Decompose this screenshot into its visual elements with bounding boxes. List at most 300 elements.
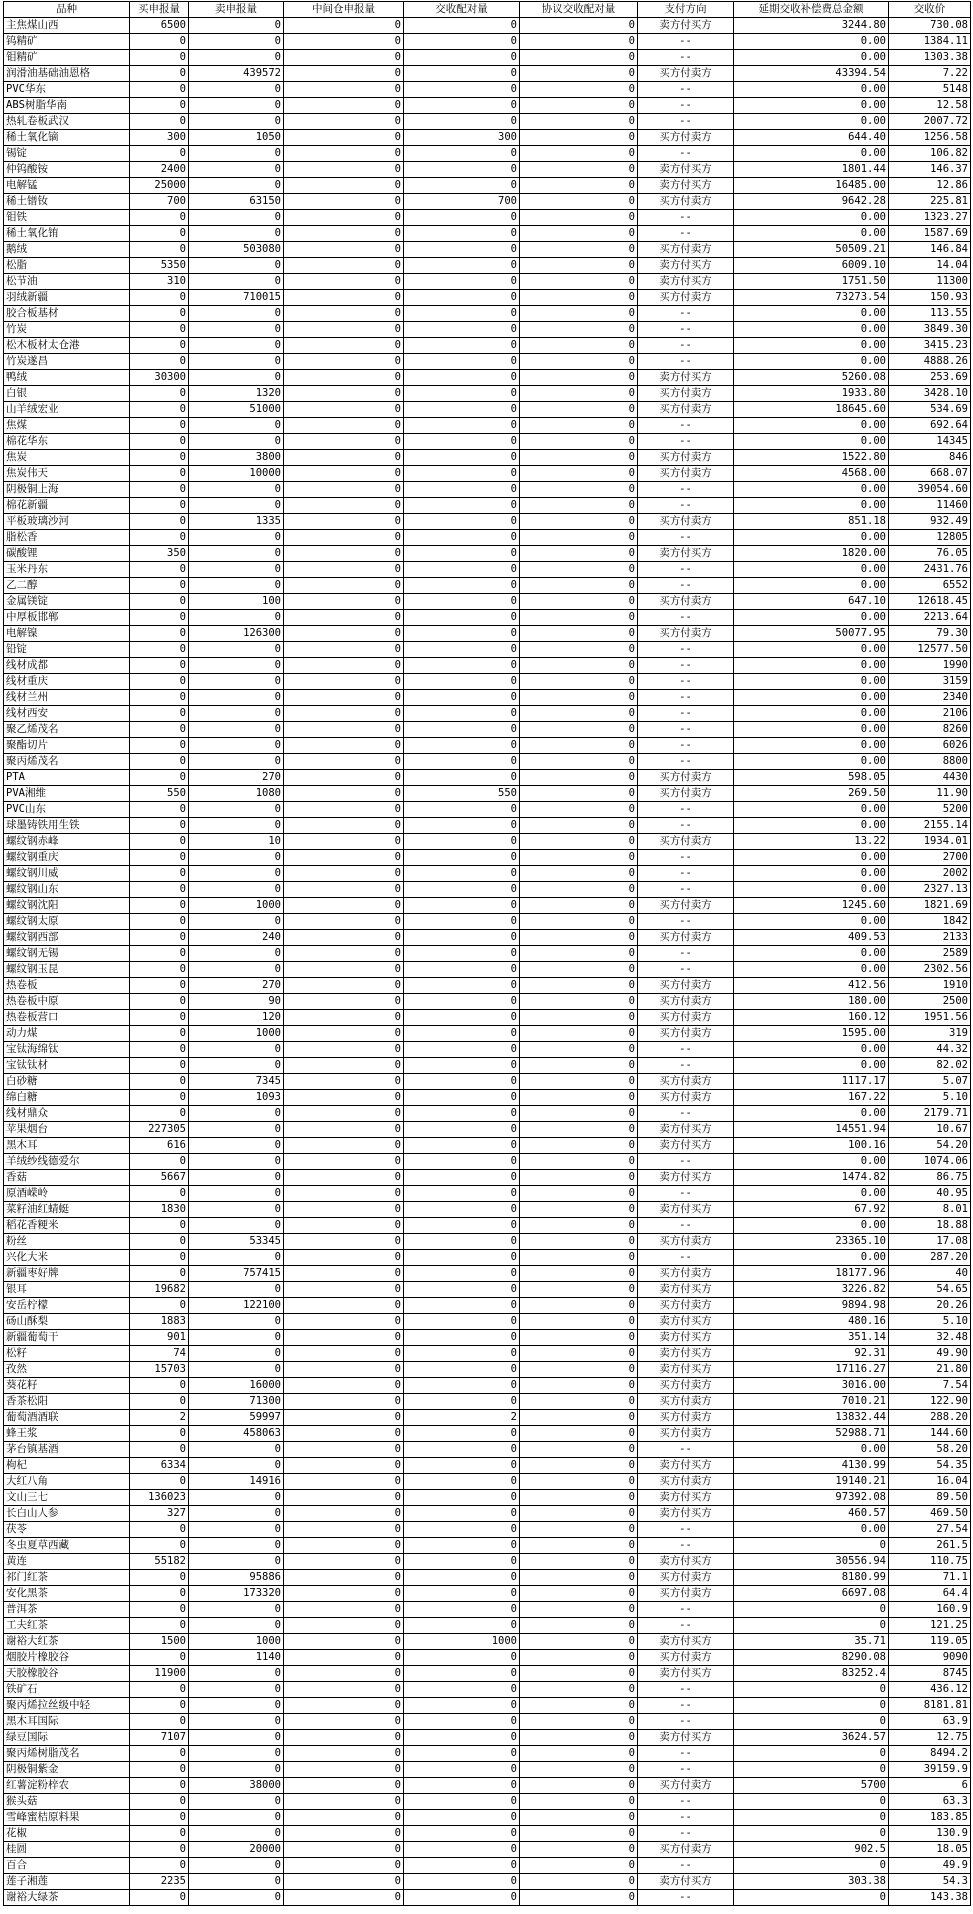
cell-match-qty: 0 bbox=[404, 610, 520, 626]
cell-compensation: 0.00 bbox=[734, 850, 889, 866]
cell-pay-direction: -- bbox=[638, 338, 734, 354]
cell-pay-direction: 卖方付买方 bbox=[638, 1314, 734, 1330]
cell-agreement-qty: 0 bbox=[520, 66, 638, 82]
cell-buy-qty: 0 bbox=[130, 850, 189, 866]
cell-middle-qty: 0 bbox=[284, 146, 404, 162]
cell-compensation: 8290.08 bbox=[734, 1650, 889, 1666]
cell-variety: 长白山人参 bbox=[4, 1506, 130, 1522]
cell-price: 12618.45 bbox=[889, 594, 971, 610]
cell-price: 122.90 bbox=[889, 1394, 971, 1410]
cell-price: 6026 bbox=[889, 738, 971, 754]
cell-sell-qty: 503080 bbox=[189, 242, 284, 258]
cell-compensation: 0.00 bbox=[734, 338, 889, 354]
cell-middle-qty: 0 bbox=[284, 162, 404, 178]
cell-buy-qty: 0 bbox=[130, 818, 189, 834]
cell-pay-direction: 卖方付买方 bbox=[638, 1634, 734, 1650]
cell-price: 1384.11 bbox=[889, 34, 971, 50]
cell-buy-qty: 2 bbox=[130, 1410, 189, 1426]
cell-compensation: 1595.00 bbox=[734, 1026, 889, 1042]
table-row bbox=[4, 1410, 971, 1426]
table-row bbox=[4, 1218, 971, 1234]
table-row bbox=[4, 1874, 971, 1890]
table-row bbox=[4, 50, 971, 66]
cell-match-qty: 0 bbox=[404, 370, 520, 386]
cell-price: 1990 bbox=[889, 658, 971, 674]
cell-agreement-qty: 0 bbox=[520, 914, 638, 930]
cell-sell-qty: 0 bbox=[189, 1490, 284, 1506]
cell-buy-qty: 0 bbox=[130, 1074, 189, 1090]
cell-sell-qty: 0 bbox=[189, 34, 284, 50]
cell-pay-direction: -- bbox=[638, 1890, 734, 1906]
cell-agreement-qty: 0 bbox=[520, 466, 638, 482]
cell-sell-qty: 0 bbox=[189, 306, 284, 322]
cell-sell-qty: 0 bbox=[189, 802, 284, 818]
cell-variety: 螺纹钢川威 bbox=[4, 866, 130, 882]
cell-buy-qty: 0 bbox=[130, 1378, 189, 1394]
cell-price: 160.9 bbox=[889, 1602, 971, 1618]
cell-price: 1951.56 bbox=[889, 1010, 971, 1026]
cell-variety: 竹炭 bbox=[4, 322, 130, 338]
table-row bbox=[4, 578, 971, 594]
cell-middle-qty: 0 bbox=[284, 1138, 404, 1154]
cell-compensation: 1245.60 bbox=[734, 898, 889, 914]
cell-compensation: 480.16 bbox=[734, 1314, 889, 1330]
cell-compensation: 0.00 bbox=[734, 882, 889, 898]
cell-sell-qty: 0 bbox=[189, 562, 284, 578]
cell-pay-direction: -- bbox=[638, 610, 734, 626]
cell-agreement-qty: 0 bbox=[520, 722, 638, 738]
cell-pay-direction: 买方付卖方 bbox=[638, 386, 734, 402]
cell-match-qty: 0 bbox=[404, 338, 520, 354]
cell-compensation: 50077.95 bbox=[734, 626, 889, 642]
cell-agreement-qty: 0 bbox=[520, 850, 638, 866]
cell-variety: 竹炭遂昌 bbox=[4, 354, 130, 370]
cell-variety: 铅锭 bbox=[4, 642, 130, 658]
cell-sell-qty: 1050 bbox=[189, 130, 284, 146]
cell-buy-qty: 0 bbox=[130, 1794, 189, 1810]
header-row bbox=[4, 2, 971, 18]
cell-middle-qty: 0 bbox=[284, 258, 404, 274]
cell-sell-qty: 0 bbox=[189, 1730, 284, 1746]
cell-pay-direction: 买方付卖方 bbox=[638, 1010, 734, 1026]
table-row bbox=[4, 1458, 971, 1474]
cell-pay-direction: -- bbox=[638, 210, 734, 226]
cell-middle-qty: 0 bbox=[284, 610, 404, 626]
cell-buy-qty: 1883 bbox=[130, 1314, 189, 1330]
table-row bbox=[4, 1154, 971, 1170]
cell-middle-qty: 0 bbox=[284, 706, 404, 722]
cell-sell-qty: 0 bbox=[189, 482, 284, 498]
cell-price: 1256.58 bbox=[889, 130, 971, 146]
cell-buy-qty: 0 bbox=[130, 754, 189, 770]
table-row bbox=[4, 1186, 971, 1202]
cell-price: 2500 bbox=[889, 994, 971, 1010]
cell-variety: 中厚板邯郸 bbox=[4, 610, 130, 626]
cell-match-qty: 0 bbox=[404, 1794, 520, 1810]
cell-compensation: 3016.00 bbox=[734, 1378, 889, 1394]
cell-middle-qty: 0 bbox=[284, 626, 404, 642]
cell-compensation: 0.00 bbox=[734, 802, 889, 818]
cell-middle-qty: 0 bbox=[284, 1890, 404, 1906]
cell-pay-direction: -- bbox=[638, 866, 734, 882]
cell-middle-qty: 0 bbox=[284, 850, 404, 866]
table-row bbox=[4, 1634, 971, 1650]
cell-match-qty: 0 bbox=[404, 1682, 520, 1698]
cell-middle-qty: 0 bbox=[284, 754, 404, 770]
cell-buy-qty: 0 bbox=[130, 402, 189, 418]
cell-compensation: 6009.10 bbox=[734, 258, 889, 274]
cell-price: 18.88 bbox=[889, 1218, 971, 1234]
cell-middle-qty: 0 bbox=[284, 1490, 404, 1506]
cell-match-qty: 0 bbox=[404, 1778, 520, 1794]
cell-compensation: 0 bbox=[734, 1826, 889, 1842]
cell-sell-qty: 0 bbox=[189, 210, 284, 226]
cell-pay-direction: 买方付卖方 bbox=[638, 66, 734, 82]
cell-middle-qty: 0 bbox=[284, 450, 404, 466]
cell-middle-qty: 0 bbox=[284, 354, 404, 370]
cell-sell-qty: 0 bbox=[189, 1506, 284, 1522]
cell-compensation: 0 bbox=[734, 1698, 889, 1714]
cell-price: 39054.60 bbox=[889, 482, 971, 498]
cell-buy-qty: 0 bbox=[130, 882, 189, 898]
cell-price: 130.9 bbox=[889, 1826, 971, 1842]
cell-match-qty: 0 bbox=[404, 1074, 520, 1090]
cell-pay-direction: -- bbox=[638, 434, 734, 450]
cell-variety: 线材西安 bbox=[4, 706, 130, 722]
cell-pay-direction: 买方付卖方 bbox=[638, 1090, 734, 1106]
cell-price: 40 bbox=[889, 1266, 971, 1282]
cell-sell-qty: 0 bbox=[189, 1458, 284, 1474]
table-row bbox=[4, 194, 971, 210]
cell-agreement-qty: 0 bbox=[520, 482, 638, 498]
cell-middle-qty: 0 bbox=[284, 642, 404, 658]
cell-price: 2133 bbox=[889, 930, 971, 946]
cell-agreement-qty: 0 bbox=[520, 50, 638, 66]
cell-sell-qty: 51000 bbox=[189, 402, 284, 418]
cell-price: 7.54 bbox=[889, 1378, 971, 1394]
cell-price: 63.9 bbox=[889, 1714, 971, 1730]
cell-agreement-qty: 0 bbox=[520, 210, 638, 226]
cell-pay-direction: 买方付卖方 bbox=[638, 1298, 734, 1314]
cell-match-qty: 0 bbox=[404, 1106, 520, 1122]
table-row bbox=[4, 658, 971, 674]
cell-buy-qty: 0 bbox=[130, 82, 189, 98]
cell-middle-qty: 0 bbox=[284, 1746, 404, 1762]
cell-pay-direction: -- bbox=[638, 1106, 734, 1122]
cell-compensation: 180.00 bbox=[734, 994, 889, 1010]
cell-middle-qty: 0 bbox=[284, 914, 404, 930]
cell-variety: 白银 bbox=[4, 386, 130, 402]
table-row bbox=[4, 66, 971, 82]
cell-agreement-qty: 0 bbox=[520, 162, 638, 178]
cell-pay-direction: -- bbox=[638, 1714, 734, 1730]
cell-compensation: 1117.17 bbox=[734, 1074, 889, 1090]
cell-match-qty: 0 bbox=[404, 578, 520, 594]
table-row bbox=[4, 306, 971, 322]
cell-sell-qty: 0 bbox=[189, 1122, 284, 1138]
table-row bbox=[4, 1138, 971, 1154]
cell-sell-qty: 0 bbox=[189, 914, 284, 930]
cell-buy-qty: 0 bbox=[130, 1090, 189, 1106]
cell-compensation: 52988.71 bbox=[734, 1426, 889, 1442]
cell-match-qty: 0 bbox=[404, 114, 520, 130]
cell-pay-direction: -- bbox=[638, 962, 734, 978]
cell-price: 2327.13 bbox=[889, 882, 971, 898]
cell-sell-qty: 95886 bbox=[189, 1570, 284, 1586]
cell-buy-qty: 0 bbox=[130, 898, 189, 914]
cell-agreement-qty: 0 bbox=[520, 370, 638, 386]
cell-agreement-qty: 0 bbox=[520, 1746, 638, 1762]
cell-match-qty: 0 bbox=[404, 1522, 520, 1538]
cell-agreement-qty: 0 bbox=[520, 242, 638, 258]
cell-agreement-qty: 0 bbox=[520, 866, 638, 882]
cell-agreement-qty: 0 bbox=[520, 338, 638, 354]
cell-agreement-qty: 0 bbox=[520, 1714, 638, 1730]
cell-compensation: 0.00 bbox=[734, 818, 889, 834]
table-row bbox=[4, 786, 971, 802]
cell-pay-direction: -- bbox=[638, 578, 734, 594]
cell-agreement-qty: 0 bbox=[520, 1410, 638, 1426]
cell-pay-direction: -- bbox=[638, 306, 734, 322]
table-row bbox=[4, 1330, 971, 1346]
cell-middle-qty: 0 bbox=[284, 1394, 404, 1410]
cell-agreement-qty: 0 bbox=[520, 18, 638, 34]
cell-pay-direction: 卖方付买方 bbox=[638, 1170, 734, 1186]
cell-variety: 香茶松阳 bbox=[4, 1394, 130, 1410]
table-row bbox=[4, 962, 971, 978]
cell-match-qty: 0 bbox=[404, 1554, 520, 1570]
cell-buy-qty: 30300 bbox=[130, 370, 189, 386]
cell-agreement-qty: 0 bbox=[520, 1490, 638, 1506]
cell-agreement-qty: 0 bbox=[520, 1138, 638, 1154]
cell-compensation: 0 bbox=[734, 1602, 889, 1618]
table-row bbox=[4, 610, 971, 626]
cell-middle-qty: 0 bbox=[284, 1810, 404, 1826]
cell-pay-direction: 卖方付买方 bbox=[638, 1874, 734, 1890]
cell-buy-qty: 0 bbox=[130, 98, 189, 114]
cell-variety: 热卷板中原 bbox=[4, 994, 130, 1010]
cell-match-qty: 0 bbox=[404, 1506, 520, 1522]
cell-buy-qty: 0 bbox=[130, 242, 189, 258]
table-row bbox=[4, 1842, 971, 1858]
cell-agreement-qty: 0 bbox=[520, 626, 638, 642]
cell-sell-qty: 1080 bbox=[189, 786, 284, 802]
cell-price: 2589 bbox=[889, 946, 971, 962]
cell-pay-direction: 卖方付买方 bbox=[638, 258, 734, 274]
cell-compensation: 0 bbox=[734, 1762, 889, 1778]
cell-sell-qty: 3800 bbox=[189, 450, 284, 466]
cell-middle-qty: 0 bbox=[284, 1506, 404, 1522]
cell-price: 2106 bbox=[889, 706, 971, 722]
cell-agreement-qty: 0 bbox=[520, 1586, 638, 1602]
cell-buy-qty: 0 bbox=[130, 434, 189, 450]
table-row bbox=[4, 210, 971, 226]
cell-agreement-qty: 0 bbox=[520, 1330, 638, 1346]
cell-compensation: 0.00 bbox=[734, 722, 889, 738]
cell-variety: 桂圆 bbox=[4, 1842, 130, 1858]
cell-price: 5148 bbox=[889, 82, 971, 98]
cell-compensation: 17116.27 bbox=[734, 1362, 889, 1378]
cell-price: 225.81 bbox=[889, 194, 971, 210]
cell-variety: 粉丝 bbox=[4, 1234, 130, 1250]
cell-variety: 羊绒纱线德爱尔 bbox=[4, 1154, 130, 1170]
cell-pay-direction: 卖方付买方 bbox=[638, 162, 734, 178]
cell-sell-qty: 0 bbox=[189, 1858, 284, 1874]
cell-variety: 棉花华东 bbox=[4, 434, 130, 450]
cell-pay-direction: 买方付卖方 bbox=[638, 1026, 734, 1042]
cell-pay-direction: -- bbox=[638, 418, 734, 434]
cell-buy-qty: 0 bbox=[130, 1058, 189, 1074]
cell-sell-qty: 0 bbox=[189, 1714, 284, 1730]
table-row bbox=[4, 1730, 971, 1746]
cell-pay-direction: 买方付卖方 bbox=[638, 514, 734, 530]
cell-variety: 螺纹钢玉昆 bbox=[4, 962, 130, 978]
table-row bbox=[4, 338, 971, 354]
cell-variety: 葵花籽 bbox=[4, 1378, 130, 1394]
table-row bbox=[4, 1378, 971, 1394]
table-row bbox=[4, 514, 971, 530]
cell-compensation: 13.22 bbox=[734, 834, 889, 850]
cell-compensation: 67.92 bbox=[734, 1202, 889, 1218]
cell-variety: 安化黑茶 bbox=[4, 1586, 130, 1602]
cell-match-qty: 0 bbox=[404, 1090, 520, 1106]
cell-compensation: 0 bbox=[734, 1794, 889, 1810]
cell-variety: 大红八角 bbox=[4, 1474, 130, 1490]
table-row bbox=[4, 850, 971, 866]
cell-compensation: 0 bbox=[734, 1618, 889, 1634]
cell-buy-qty: 0 bbox=[130, 1250, 189, 1266]
cell-sell-qty: 1093 bbox=[189, 1090, 284, 1106]
cell-buy-qty: 0 bbox=[130, 1842, 189, 1858]
cell-agreement-qty: 0 bbox=[520, 1090, 638, 1106]
table-row bbox=[4, 386, 971, 402]
cell-agreement-qty: 0 bbox=[520, 882, 638, 898]
cell-price: 146.37 bbox=[889, 162, 971, 178]
cell-agreement-qty: 0 bbox=[520, 754, 638, 770]
cell-sell-qty: 0 bbox=[189, 610, 284, 626]
cell-middle-qty: 0 bbox=[284, 930, 404, 946]
cell-sell-qty: 0 bbox=[189, 722, 284, 738]
cell-price: 11460 bbox=[889, 498, 971, 514]
cell-variety: 松籽 bbox=[4, 1346, 130, 1362]
cell-buy-qty: 0 bbox=[130, 1154, 189, 1170]
header-sell-qty: 卖申报量 bbox=[189, 2, 284, 18]
cell-pay-direction: -- bbox=[638, 802, 734, 818]
cell-compensation: 0.00 bbox=[734, 434, 889, 450]
cell-pay-direction: 买方付卖方 bbox=[638, 1410, 734, 1426]
cell-price: 11.90 bbox=[889, 786, 971, 802]
cell-buy-qty: 5350 bbox=[130, 258, 189, 274]
cell-buy-qty: 1830 bbox=[130, 1202, 189, 1218]
table-row bbox=[4, 1810, 971, 1826]
table-row bbox=[4, 1826, 971, 1842]
table-row bbox=[4, 1106, 971, 1122]
cell-middle-qty: 0 bbox=[284, 674, 404, 690]
cell-variety: 主焦煤山西 bbox=[4, 18, 130, 34]
cell-agreement-qty: 0 bbox=[520, 1266, 638, 1282]
cell-variety: 黑木耳国际 bbox=[4, 1714, 130, 1730]
cell-buy-qty: 227305 bbox=[130, 1122, 189, 1138]
cell-pay-direction: 卖方付买方 bbox=[638, 1282, 734, 1298]
cell-sell-qty: 120 bbox=[189, 1010, 284, 1026]
cell-pay-direction: -- bbox=[638, 226, 734, 242]
cell-match-qty: 0 bbox=[404, 1426, 520, 1442]
cell-variety: 茅台镇基酒 bbox=[4, 1442, 130, 1458]
cell-buy-qty: 0 bbox=[130, 626, 189, 642]
cell-variety: 新疆葡萄干 bbox=[4, 1330, 130, 1346]
table-row bbox=[4, 274, 971, 290]
cell-variety: 线材重庆 bbox=[4, 674, 130, 690]
cell-match-qty: 0 bbox=[404, 1474, 520, 1490]
cell-variety: 苹果烟台 bbox=[4, 1122, 130, 1138]
cell-agreement-qty: 0 bbox=[520, 290, 638, 306]
cell-match-qty: 0 bbox=[404, 466, 520, 482]
cell-pay-direction: -- bbox=[638, 1618, 734, 1634]
cell-middle-qty: 0 bbox=[284, 402, 404, 418]
cell-sell-qty: 0 bbox=[189, 178, 284, 194]
cell-sell-qty: 0 bbox=[189, 690, 284, 706]
cell-buy-qty: 0 bbox=[130, 338, 189, 354]
cell-price: 54.20 bbox=[889, 1138, 971, 1154]
cell-price: 8260 bbox=[889, 722, 971, 738]
cell-match-qty: 0 bbox=[404, 978, 520, 994]
table-row bbox=[4, 1794, 971, 1810]
cell-match-qty: 0 bbox=[404, 834, 520, 850]
cell-compensation: 0.00 bbox=[734, 50, 889, 66]
cell-pay-direction: 买方付卖方 bbox=[638, 1426, 734, 1442]
cell-price: 20.26 bbox=[889, 1298, 971, 1314]
cell-compensation: 409.53 bbox=[734, 930, 889, 946]
cell-sell-qty: 0 bbox=[189, 1874, 284, 1890]
cell-agreement-qty: 0 bbox=[520, 1762, 638, 1778]
cell-sell-qty: 126300 bbox=[189, 626, 284, 642]
cell-variety: 阴极铜紫金 bbox=[4, 1762, 130, 1778]
cell-buy-qty: 0 bbox=[130, 1522, 189, 1538]
cell-pay-direction: -- bbox=[638, 1746, 734, 1762]
cell-middle-qty: 0 bbox=[284, 1554, 404, 1570]
cell-pay-direction: 卖方付买方 bbox=[638, 178, 734, 194]
cell-buy-qty: 0 bbox=[130, 1426, 189, 1442]
cell-agreement-qty: 0 bbox=[520, 1362, 638, 1378]
cell-compensation: 13832.44 bbox=[734, 1410, 889, 1426]
cell-agreement-qty: 0 bbox=[520, 386, 638, 402]
cell-sell-qty: 0 bbox=[189, 1282, 284, 1298]
table-row bbox=[4, 914, 971, 930]
cell-variety: 螺纹钢太原 bbox=[4, 914, 130, 930]
cell-middle-qty: 0 bbox=[284, 1714, 404, 1730]
cell-match-qty: 0 bbox=[404, 882, 520, 898]
cell-sell-qty: 710015 bbox=[189, 290, 284, 306]
cell-price: 44.32 bbox=[889, 1042, 971, 1058]
cell-price: 6552 bbox=[889, 578, 971, 594]
cell-agreement-qty: 0 bbox=[520, 994, 638, 1010]
cell-pay-direction: -- bbox=[638, 1698, 734, 1714]
cell-price: 436.12 bbox=[889, 1682, 971, 1698]
cell-buy-qty: 616 bbox=[130, 1138, 189, 1154]
cell-pay-direction: -- bbox=[638, 1522, 734, 1538]
cell-agreement-qty: 0 bbox=[520, 1346, 638, 1362]
cell-middle-qty: 0 bbox=[284, 1778, 404, 1794]
cell-variety: 绵白糖 bbox=[4, 1090, 130, 1106]
cell-price: 110.75 bbox=[889, 1554, 971, 1570]
cell-middle-qty: 0 bbox=[284, 1634, 404, 1650]
cell-variety: 松脂 bbox=[4, 258, 130, 274]
cell-agreement-qty: 0 bbox=[520, 1010, 638, 1026]
cell-match-qty: 0 bbox=[404, 1202, 520, 1218]
cell-variety: 稀土氧化镝 bbox=[4, 130, 130, 146]
cell-sell-qty: 0 bbox=[189, 1762, 284, 1778]
cell-match-qty: 0 bbox=[404, 1602, 520, 1618]
